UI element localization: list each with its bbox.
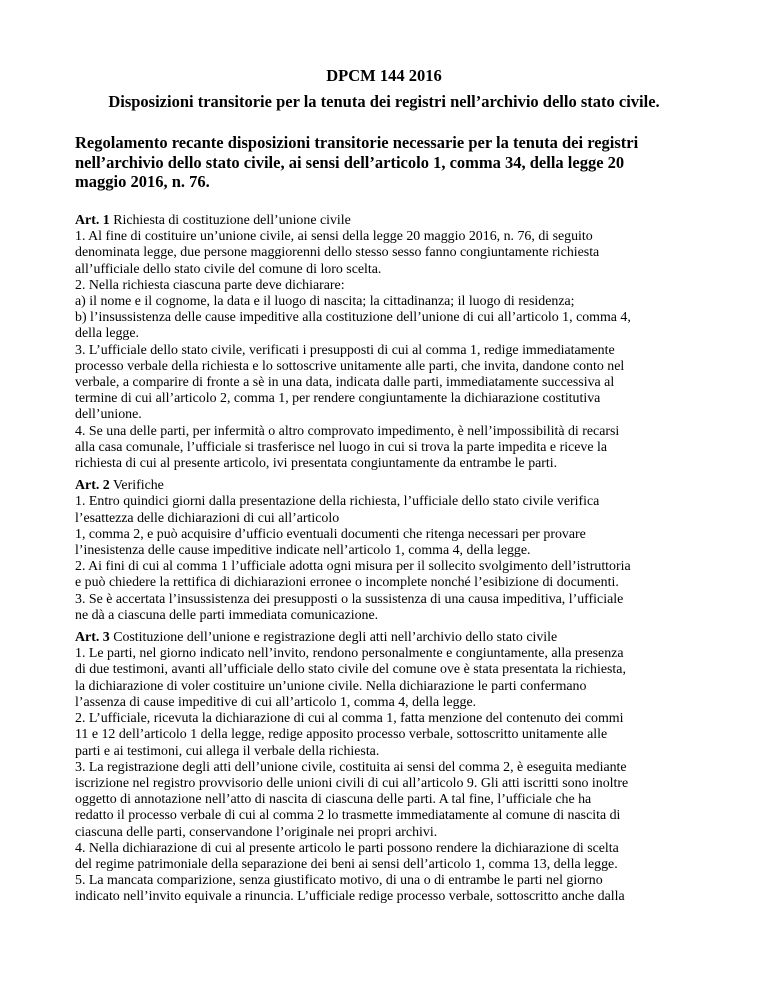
article-text-line: verbale, a comparire di fronte a sè in una data, indicata dalle parti, immediatamente successiva al	[75, 375, 615, 391]
article-title: Costituzione dell’unione e registrazione degli atti nell’archivio dello stato civile	[109, 630, 558, 646]
article-text-line: termine di cui all’articolo 2, comma 1, per rendere congiuntamente la dichiarazione costitutiva	[75, 391, 601, 407]
article-text-line: iscrizione nel registro provvisorio delle unioni civili di cui all’articolo 9. Gli atti iscritti sono inoltre	[75, 775, 629, 791]
article-heading	[75, 630, 743, 646]
article-heading	[75, 213, 743, 229]
article-text-line: l’esattezza delle dichiarazioni di cui all’articolo	[75, 510, 340, 526]
article-title: Richiesta di costituzione dell’unione civile	[109, 213, 351, 228]
article-text-line: a) il nome e il cognome, la data e il luogo di nascita; la cittadinanza; il luogo di residenza;	[75, 294, 575, 310]
article-title: Verifiche	[109, 478, 164, 494]
article-text-line: dell’unione.	[75, 407, 142, 423]
heading-line: nell’archivio dello stato civile, ai sensi dell’articolo 1, comma 34, della legge 20	[75, 152, 625, 172]
article-heading	[75, 478, 743, 494]
article-text-line: 5. La mancata comparizione, senza giustificato motivo, di una o di entrambe le parti nel giorno	[75, 873, 603, 889]
article-text-line: ciascuna delle parti, conservandone l’originale nei propri archivi.	[75, 824, 438, 840]
article-2	[75, 478, 743, 624]
article-text-line: 1. Entro quindici giorni dalla presentazione della richiesta, l’ufficiale dello stato civile verifica	[75, 494, 600, 510]
article-text-line: la dichiarazione di voler costituire un’unione civile. Nella dichiarazione le parti confermano	[75, 678, 587, 694]
article-text-line: indicato nell’invito equivale a rinuncia. L’ufficiale redige processo verbale, sottoscritto anche dalla	[75, 889, 625, 905]
article-number: Art. 3	[75, 630, 110, 646]
article-text-line: della legge.	[75, 326, 140, 342]
article-text-line: 2. Ai fini di cui al comma 1 l’ufficiale adotta ogni misura per il sollecito svolgimento dell’istruttoria	[75, 559, 631, 575]
article-text-line: 4. Nella dichiarazione di cui al presente articolo le parti possono rendere la dichiarazione di scelta	[75, 840, 619, 856]
article-text-line: 2. Nella richiesta ciascuna parte deve dichiarare:	[75, 277, 345, 293]
article-number: Art. 1	[75, 213, 110, 228]
article-text-line: richiesta di cui al presente articolo, ivi presentata congiuntamente da entrambe le parti.	[75, 456, 558, 472]
article-text-line: 2. L’ufficiale, ricevuta la dichiarazione di cui al comma 1, fatta menzione del contenuto dei commi	[75, 711, 624, 727]
article-text-line: 1. Al fine di costituire un’unione civile, ai sensi della legge 20 maggio 2016, n. 76, di seguito	[75, 229, 593, 245]
article-text-line: parti e ai testimoni, cui allega il verbale della richiesta.	[75, 743, 380, 759]
articles-body	[75, 213, 743, 912]
article-number: Art. 2	[75, 478, 110, 494]
article-text-line: l’assenza di cause impeditive di cui all’articolo 1, comma 4, della legge.	[75, 694, 477, 710]
article-text-line: e può chiedere la rettifica di dichiarazioni erronee o incomplete nonché l’esibizione di documenti.	[75, 575, 619, 591]
article-text-line: 3. Se è accertata l’insussistenza dei presupposti o la sussistenza di una causa impeditiva, l’ufficiale	[75, 591, 624, 607]
article-text-line: b) l’insussistenza delle cause impeditive alla costituzione dell’unione di cui all’articolo 1, comma 4,	[75, 310, 631, 326]
article-text-line: alla casa comunale, l’ufficiale si trasferisce nel luogo in cui si trova la parte impedita e riceve la	[75, 439, 607, 455]
article-text-line: oggetto di annotazione nell’atto di nascita di ciascuna delle parti. A tal fine, l’ufficiale che ha	[75, 792, 592, 808]
document-heading	[75, 133, 735, 192]
article-text-line: del regime patrimoniale della separazione dei beni ai sensi dell’articolo 1, comma 13, della legge.	[75, 856, 618, 872]
article-text-line: ne dà a ciascuna delle parti immediata comunicazione.	[75, 607, 379, 623]
heading-line: Regolamento recante disposizioni transitorie necessarie per la tenuta dei registri	[75, 133, 639, 152]
article-text-line: processo verbale della richiesta e lo sottoscrive unitamente alle parti, che invita, dandone conto nel	[75, 358, 625, 374]
article-text-line: denominata legge, due persone maggiorenni dello stesso sesso fanno congiuntamente richiesta	[75, 245, 600, 261]
article-text-line: 1, comma 2, e può acquisire d’ufficio eventuali documenti che ritenga necessari per provare	[75, 526, 586, 542]
article-text-line: di due testimoni, avanti all’ufficiale dello stato civile del comune ove è stata presentata la richiesta,	[75, 662, 626, 678]
heading-line: maggio 2016, n. 76.	[75, 172, 210, 191]
article-text-line: 3. La registrazione degli atti dell’unione civile, costituita ai sensi del comma 2, è eseguita mediante	[75, 759, 627, 775]
article-text-line: all’ufficiale dello stato civile del comune di loro scelta.	[75, 261, 382, 277]
document-title: DPCM 144 2016	[326, 66, 442, 85]
article-text-line: 4. Se una delle parti, per infermità o altro comprovato impedimento, è nell’impossibilità di recarsi	[75, 423, 620, 439]
article-text-line: 1. Le parti, nel giorno indicato nell’invito, rendono personalmente e congiuntamente, alla presenza	[75, 646, 624, 662]
document-subtitle: Disposizioni transitorie per la tenuta dei registri nell’archivio dello stato civile.	[108, 92, 660, 111]
article-text-line: redatto il processo verbale di cui al comma 2 lo trasmette immediatamente al comune di nascita di	[75, 808, 621, 824]
article-text-line: 3. L’ufficiale dello stato civile, verificati i presupposti di cui al comma 1, redige immediatamente	[75, 342, 615, 358]
article-3	[75, 630, 743, 905]
article-text-line: l’inesistenza delle cause impeditive indicate nell’articolo 1, comma 4, della legge.	[75, 543, 531, 559]
article-text-line: 11 e 12 dell’articolo 1 della legge, redige apposito processo verbale, sottoscritto unitamente alle	[75, 727, 608, 743]
article-1	[75, 213, 743, 472]
